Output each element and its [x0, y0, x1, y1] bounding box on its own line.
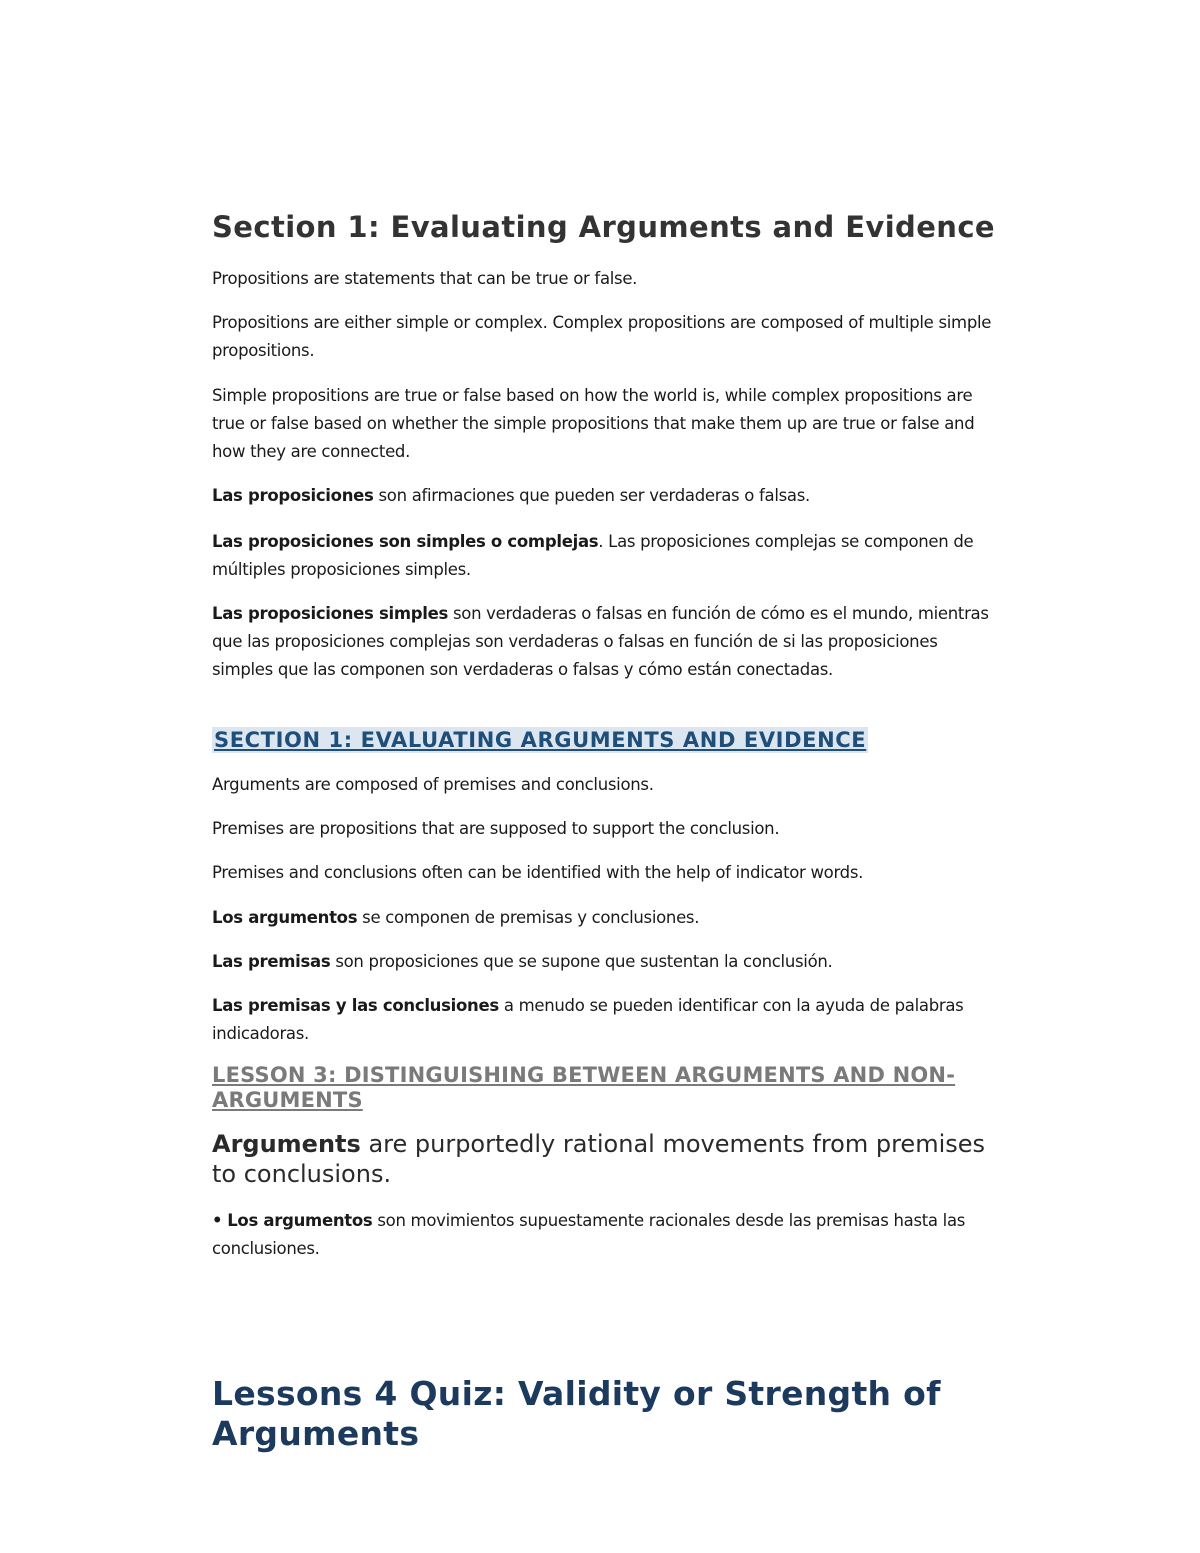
- bold-term: Los argumentos: [227, 1211, 373, 1230]
- paragraph-es: [212, 600, 992, 684]
- quiz-heading: Lessons 4 Quiz: Validity or Strength of Arguments: [212, 1374, 941, 1453]
- paragraph-text: son verdaderas o falsas en función de cómo es el mundo, mientras que las proposiciones complejas son verdaderas o falsas en función de si las proposiciones simples que las componen son verdaderas o falsas y cómo están conectadas.: [212, 604, 989, 679]
- paragraph: Propositions are either simple or complex. Complex propositions are composed of multiple simple propositions.: [212, 313, 992, 360]
- paragraph-text: a menudo se pueden identificar con la ayuda de palabras indicadoras.: [212, 996, 964, 1043]
- bold-term: Las premisas y las conclusiones: [212, 996, 499, 1015]
- section-1-caps-heading[interactable]: SECTION 1: EVALUATING ARGUMENTS AND EVIDENCE: [214, 728, 867, 752]
- paragraph-es: [212, 528, 992, 584]
- lesson-3-heading[interactable]: LESSON 3: DISTINGUISHING BETWEEN ARGUMENTS AND NON-ARGUMENTS: [212, 1063, 956, 1112]
- paragraph-text: . Las proposiciones complejas se componen de múltiples proposiciones simples.: [212, 532, 974, 579]
- paragraph-es: [212, 482, 992, 510]
- paragraph: Arguments are composed of premises and conclusions.: [212, 775, 654, 794]
- paragraph-es: [212, 992, 992, 1048]
- lead-paragraph: [212, 1129, 992, 1189]
- bold-term: Las proposiciones: [212, 486, 374, 505]
- paragraph-text: son afirmaciones que pueden ser verdaderas o falsas.: [373, 486, 810, 505]
- bullet-item: [212, 1207, 992, 1263]
- paragraph-es: [212, 904, 992, 932]
- paragraph-text: son proposiciones que se supone que sustentan la conclusión.: [330, 952, 833, 971]
- bold-term: Los argumentos: [212, 908, 358, 927]
- bold-term: Las proposiciones son simples o complejas: [212, 532, 599, 551]
- paragraph: Propositions are statements that can be true or false.: [212, 269, 638, 288]
- section-1-heading: Section 1: Evaluating Arguments and Evidence: [212, 210, 995, 244]
- paragraph: Simple propositions are true or false based on how the world is, while complex propositions are true or false based on whether the simple propositions that make them up are true or false and how they are connected.: [212, 386, 975, 461]
- bold-term: Las premisas: [212, 952, 331, 971]
- paragraph: Premises and conclusions often can be identified with the help of indicator words.: [212, 863, 864, 882]
- bullet-icon: •: [212, 1211, 223, 1230]
- bold-term: Arguments: [212, 1130, 361, 1158]
- bold-term: Las proposiciones simples: [212, 604, 449, 623]
- paragraph: Premises are propositions that are supposed to support the conclusion.: [212, 819, 780, 838]
- paragraph-es: [212, 948, 992, 976]
- paragraph-text: son movimientos supuestamente racionales desde las premisas hasta las conclusiones.: [212, 1211, 966, 1258]
- paragraph-text: se componen de premisas y conclusiones.: [357, 908, 700, 927]
- paragraph-text: are purportedly rational movements from premises to conclusions.: [212, 1130, 986, 1188]
